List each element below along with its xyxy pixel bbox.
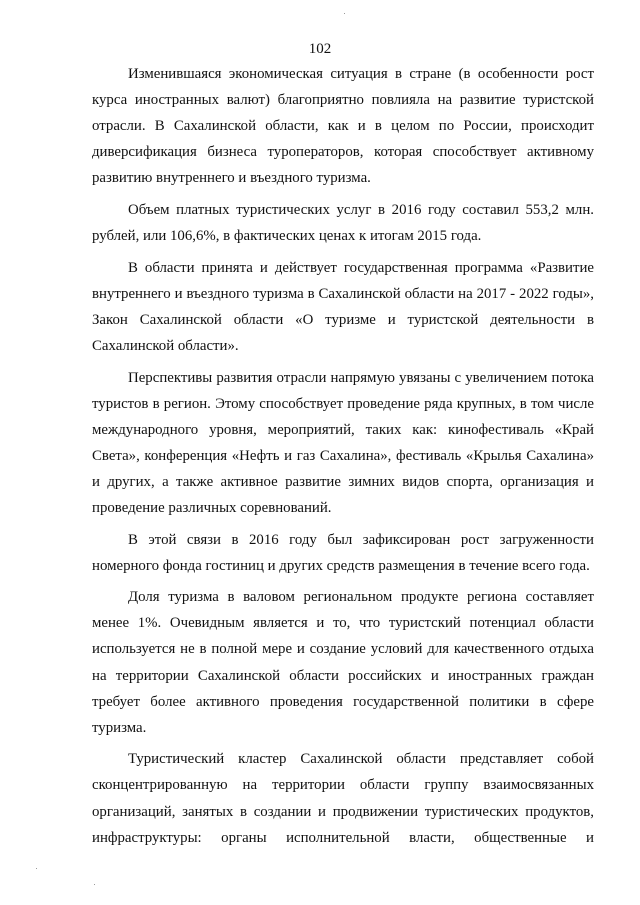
- paragraph-hotel-occupancy: В этой связи в 2016 году был зафиксирован рост загруженности номерного фонда гостиниц и других средств размещения в течение всего года.: [92, 531, 594, 574]
- text-body: [92, 61, 594, 851]
- paragraph-tourism-cluster: Туристический кластер Сахалинской области представляет собой сконцентрированную на территории области группу взаимосвязанных организаций, занятых в создании и продвижении туристических продуктов, инфраструктуры: органы исполнительной власти, общественные и: [92, 751, 594, 846]
- paragraph-economic-situation: Изменившаяся экономическая ситуация в стране (в особенности рост курса иностранных валют) благоприятно повлияла на развитие туристской отрасли. В Сахалинской области, как и в целом по России, происходит диверсификация бизнеса туроператоров, которая способствует активному развитию внутреннего и въездного туризма.: [92, 66, 594, 187]
- page-number: 102: [308, 41, 332, 57]
- paragraph-tourism-share: Доля туризма в валовом региональном продукте региона составляет менее 1%. Очевидным является и то, что туристский потенциал области используется не в полной мере и создание условий для качественного отдыха на территории Сахалинской области российских и иностранных граждан требует более активного проведения государственной политики в сфере туризма.: [92, 589, 594, 736]
- scan-speck: [94, 884, 95, 885]
- paragraph-development-prospects: Перспективы развития отрасли напрямую увязаны с увеличением потока туристов в регион. Этому способствует проведение ряда крупных, в том числе международного уровня, мероприятий, таких как: кинофестиваль «Край Света», конференция «Нефть и газ Сахалина», фестиваль «Крылья Сахалина» и других, а также активное развитие зимних видов спорта, организация и проведение различных соревнований.: [92, 369, 594, 516]
- paragraph-paid-services-volume: Объем платных туристических услуг в 2016 году составил 553,2 млн. рублей, или 106,6%, в фактических ценах к итогам 2015 года.: [92, 201, 594, 245]
- scan-speck: [344, 13, 345, 14]
- paragraph-state-program: В области принята и действует государственная программа «Развитие внутреннего и въездного туризма в Сахалинской области на 2017 - 2022 годы», Закон Сахалинской области «О туризме и туристской деятельности в Сахалинской области».: [92, 259, 594, 354]
- scan-speck: [36, 868, 37, 869]
